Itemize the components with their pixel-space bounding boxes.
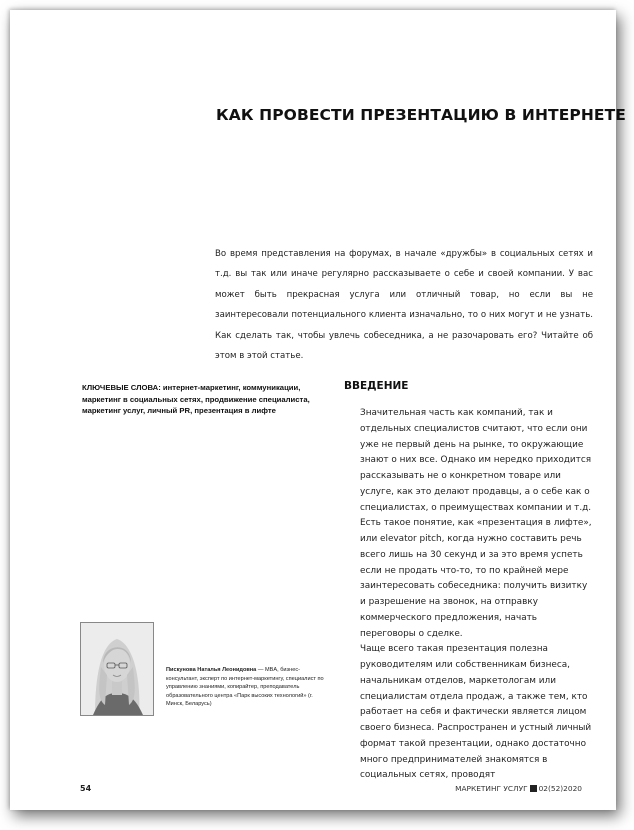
journal-footer xyxy=(455,784,582,793)
square-separator-icon xyxy=(530,785,537,792)
journal-page xyxy=(10,10,626,810)
paragraph: Чаще всего такая презентация полезна руководителям или собственникам бизнеса, начальникам отделов, маркетологам или специалистам отдела продаж, а также тем, кто работает на себя и фактически является лицом своего бизнеса. Распространен и устный личный формат такой презентации, однако достаточно много предпринимателей знакомятся в социальных сетях, проводят xyxy=(360,644,592,781)
journal-name: МАРКЕТИНГ УСЛУГ xyxy=(455,784,528,793)
author-name: Пискунова Наталья Леонидовна xyxy=(166,667,257,673)
author-photo xyxy=(80,622,154,716)
keywords: КЛЮЧЕВЫЕ СЛОВА: интернет-маркетинг, коммуникации, маркетинг в социальных сетях, продвижение специалиста, маркетинг услуг, личный PR, презентация в лифте xyxy=(82,383,310,416)
section-heading: ВВЕДЕНИЕ xyxy=(344,380,409,392)
journal-issue: 02(52)2020 xyxy=(538,784,582,793)
author-description: — MBA, бизнес-консультант, эксперт по интернет-маркетингу, специалист по управлению знаниями, копирайтер, преподаватель образовательного центра «Парк высоких технологий» (г. Минск, Беларусь) xyxy=(166,667,324,708)
page-number: 54 xyxy=(80,784,92,793)
author-bio xyxy=(166,666,331,709)
article-lead: Во время представления на форумах, в начале «дружбы» в социальных сетях и т.д. вы так или иначе регулярно рассказываете о себе и своей компании. У вас может быть прекрасная услуга или отличный товар, но если вы не заинтересовали потенциального клиента изначально, то о них могут и не узнать. Как сделать так, чтобы увлечь собеседника, а не разочаровать его? Читайте об этом в этой статье. xyxy=(215,249,593,362)
paragraph: Значительная часть как компаний, так и отдельных специалистов считают, что если они уже не первый день на рынке, то окружающие знают о них все. Однако им нередко приходится рассказывать не о конкретном товаре или услуге, как это делают продавцы, а о себе как о специалистах, о преимуществах компании и т.д. Есть такое понятие, как «презентация в лифте», или elevator pitch, когда нужно составить речь всего лишь на 30 секунд и за это время успеть если не продать что-то, то по крайней мере заинтересовать собеседника: получить визитку и разрешение на звонок, на отправку коммерческого предложения, начать переговоры о сделке. xyxy=(360,408,592,639)
author-portrait-image xyxy=(81,623,153,715)
article-body xyxy=(344,406,594,784)
article-title: КАК ПРОВЕСТИ ПРЕЗЕНТАЦИЮ В ИНТЕРНЕТЕ xyxy=(216,106,626,124)
